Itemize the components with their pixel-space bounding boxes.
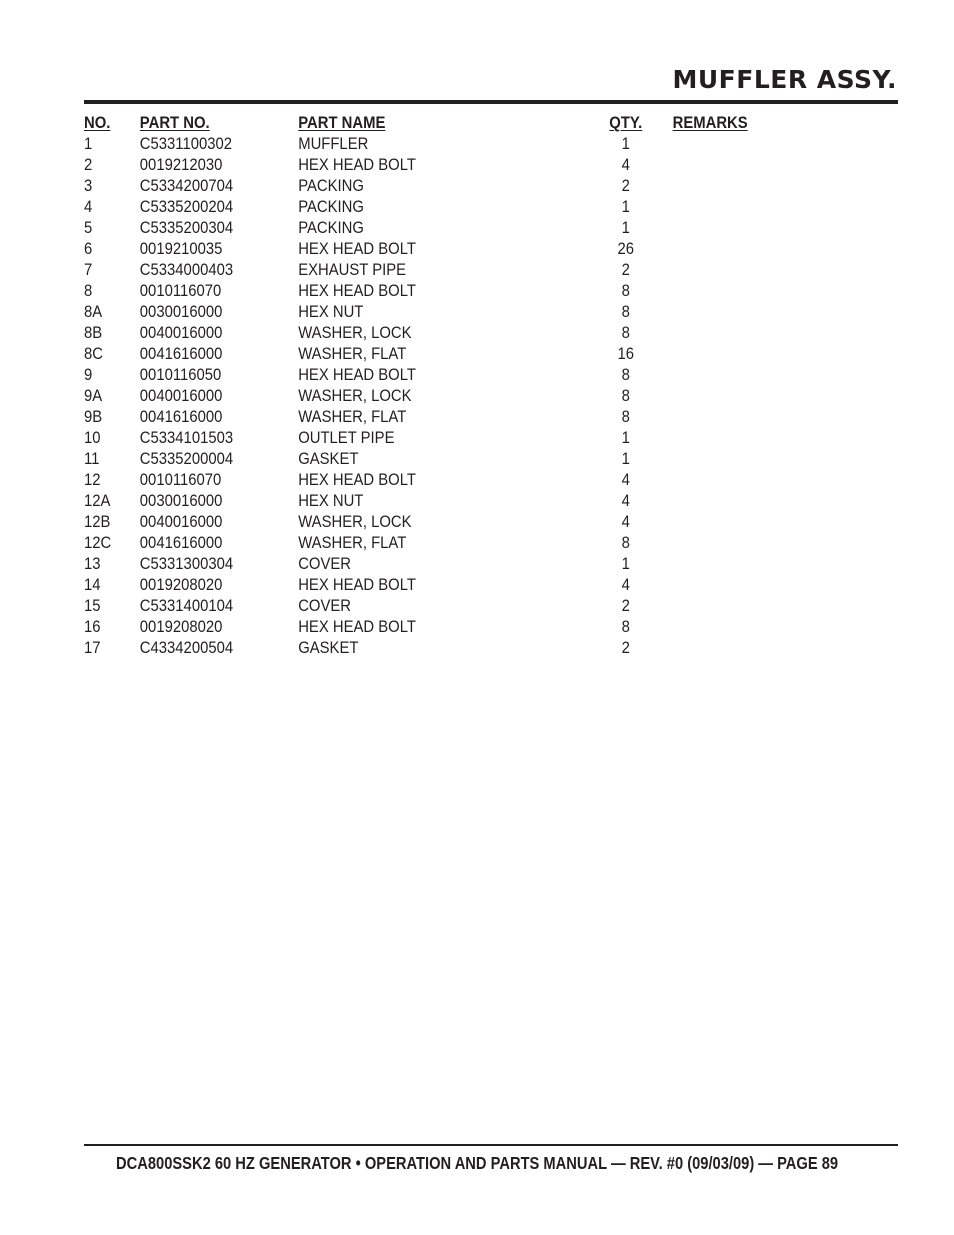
table-row xyxy=(84,638,817,659)
column-header-no: NO. xyxy=(84,114,111,132)
cell-part-name: WASHER, FLAT xyxy=(298,345,407,363)
column-header-part-name: PART NAME xyxy=(298,114,386,132)
cell-part-no: 0040016000 xyxy=(139,513,223,531)
cell-no: 8A xyxy=(84,303,103,321)
cell-no: 8B xyxy=(84,324,103,342)
column-header-part-no: PART NO. xyxy=(139,114,210,132)
cell-part-name: WASHER, LOCK xyxy=(298,324,412,342)
table-row xyxy=(84,575,817,596)
cell-part-no: 0010116070 xyxy=(139,282,222,300)
cell-part-no: 0041616000 xyxy=(139,345,223,363)
cell-part-name: HEX NUT xyxy=(298,303,364,321)
cell-part-no: C5334200704 xyxy=(139,177,234,195)
cell-qty: 1 xyxy=(621,450,630,468)
page-title: MUFFLER ASSY. xyxy=(672,65,897,94)
cell-part-no: 0010116050 xyxy=(139,366,222,384)
cell-part-name: WASHER, FLAT xyxy=(298,534,407,552)
cell-qty: 8 xyxy=(621,618,630,636)
cell-part-no: C4334200504 xyxy=(139,639,234,657)
cell-qty: 1 xyxy=(621,555,630,573)
cell-part-name: GASKET xyxy=(298,450,359,468)
cell-no: 8 xyxy=(84,282,93,300)
cell-part-no: 0040016000 xyxy=(139,387,223,405)
cell-qty: 16 xyxy=(617,345,635,363)
cell-no: 14 xyxy=(84,576,101,594)
cell-part-no: C5335200204 xyxy=(139,198,234,216)
cell-part-no: 0019210035 xyxy=(139,240,223,258)
table-body xyxy=(84,134,898,659)
cell-no: 3 xyxy=(84,177,93,195)
cell-part-name: HEX HEAD BOLT xyxy=(298,240,416,258)
cell-qty: 4 xyxy=(621,471,630,489)
cell-part-name: HEX HEAD BOLT xyxy=(298,366,416,384)
cell-part-no: C5335200004 xyxy=(139,450,234,468)
cell-no: 10 xyxy=(84,429,101,447)
table-row xyxy=(84,155,817,176)
cell-part-name: HEX HEAD BOLT xyxy=(298,576,416,594)
cell-no: 16 xyxy=(84,618,101,636)
cell-part-no: 0041616000 xyxy=(139,408,223,426)
cell-part-name: OUTLET PIPE xyxy=(298,429,395,447)
cell-no: 2 xyxy=(84,156,93,174)
cell-part-name: WASHER, FLAT xyxy=(298,408,407,426)
cell-qty: 1 xyxy=(621,429,630,447)
cell-no: 12B xyxy=(84,513,111,531)
column-header-remarks: REMARKS xyxy=(672,114,748,132)
table-row xyxy=(84,218,817,239)
cell-qty: 2 xyxy=(621,261,630,279)
table-row xyxy=(84,323,817,344)
cell-part-no: 0030016000 xyxy=(139,492,223,510)
cell-no: 9B xyxy=(84,408,103,426)
table-row xyxy=(84,344,817,365)
table-row xyxy=(84,197,817,218)
cell-no: 13 xyxy=(84,555,101,573)
cell-qty: 4 xyxy=(621,156,630,174)
table-row xyxy=(84,176,817,197)
cell-part-no: 0010116070 xyxy=(139,471,222,489)
table-row xyxy=(84,533,817,554)
cell-qty: 8 xyxy=(621,303,630,321)
cell-qty: 1 xyxy=(621,135,630,153)
cell-qty: 4 xyxy=(621,492,630,510)
cell-qty: 4 xyxy=(621,576,630,594)
table-row xyxy=(84,281,817,302)
table-row xyxy=(84,302,817,323)
cell-part-name: WASHER, LOCK xyxy=(298,513,412,531)
cell-part-name: HEX HEAD BOLT xyxy=(298,471,416,489)
cell-no: 9A xyxy=(84,387,103,405)
cell-qty: 8 xyxy=(621,324,630,342)
cell-part-no: C5331300304 xyxy=(139,555,234,573)
cell-qty: 8 xyxy=(621,387,630,405)
cell-no: 8C xyxy=(84,345,103,363)
cell-part-no: C5334101503 xyxy=(139,429,234,447)
table-row xyxy=(84,470,817,491)
cell-part-name: PACKING xyxy=(298,198,364,216)
cell-qty: 8 xyxy=(621,408,630,426)
cell-no: 7 xyxy=(84,261,93,279)
cell-part-name: WASHER, LOCK xyxy=(298,387,412,405)
cell-qty: 8 xyxy=(621,534,630,552)
parts-table xyxy=(84,113,898,659)
bottom-divider xyxy=(84,1144,898,1146)
table-header xyxy=(84,113,817,134)
cell-no: 9 xyxy=(84,366,93,384)
cell-part-name: PACKING xyxy=(298,177,364,195)
cell-part-no: C5335200304 xyxy=(139,219,234,237)
cell-no: 17 xyxy=(84,639,101,657)
cell-no: 4 xyxy=(84,198,93,216)
cell-qty: 26 xyxy=(617,240,635,258)
cell-qty: 2 xyxy=(621,597,630,615)
top-divider xyxy=(84,100,898,104)
cell-part-no: 0019208020 xyxy=(139,576,223,594)
table-row xyxy=(84,491,817,512)
cell-qty: 8 xyxy=(621,366,630,384)
cell-qty: 1 xyxy=(621,198,630,216)
table-row xyxy=(84,428,817,449)
column-header-qty: QTY. xyxy=(609,114,643,132)
cell-part-name: EXHAUST PIPE xyxy=(298,261,407,279)
cell-no: 12 xyxy=(84,471,101,489)
cell-part-name: HEX NUT xyxy=(298,492,364,510)
cell-part-name: HEX HEAD BOLT xyxy=(298,618,416,636)
cell-part-name: COVER xyxy=(298,597,352,615)
cell-part-no: 0040016000 xyxy=(139,324,223,342)
cell-part-no: 0030016000 xyxy=(139,303,223,321)
cell-part-no: C5331100302 xyxy=(139,135,233,153)
table-row xyxy=(84,386,817,407)
table-row xyxy=(84,554,817,575)
cell-no: 12A xyxy=(84,492,111,510)
cell-qty: 2 xyxy=(621,177,630,195)
cell-part-no: 0019212030 xyxy=(139,156,223,174)
table-row xyxy=(84,260,817,281)
table-row xyxy=(84,407,817,428)
cell-qty: 4 xyxy=(621,513,630,531)
cell-part-no: C5334000403 xyxy=(139,261,234,279)
cell-qty: 1 xyxy=(621,219,630,237)
cell-part-no: 0019208020 xyxy=(139,618,223,636)
table-row xyxy=(84,134,817,155)
page-footer: DCA800SSK2 60 HZ GENERATOR • OPERATION AND PARTS MANUAL — REV. #0 (09/03/09) — PAGE 89 xyxy=(116,1153,839,1173)
cell-part-name: HEX HEAD BOLT xyxy=(298,282,416,300)
cell-part-name: PACKING xyxy=(298,219,364,237)
table-row xyxy=(84,239,817,260)
cell-no: 15 xyxy=(84,597,101,615)
table-row xyxy=(84,512,817,533)
cell-no: 6 xyxy=(84,240,93,258)
table-row xyxy=(84,449,817,470)
cell-no: 5 xyxy=(84,219,93,237)
cell-no: 1 xyxy=(84,135,93,153)
cell-part-no: 0041616000 xyxy=(139,534,223,552)
table-row xyxy=(84,596,817,617)
cell-part-name: MUFFLER xyxy=(298,135,369,153)
table-row xyxy=(84,365,817,386)
cell-no: 11 xyxy=(84,450,100,468)
table-row xyxy=(84,617,817,638)
cell-part-name: COVER xyxy=(298,555,352,573)
cell-part-name: GASKET xyxy=(298,639,359,657)
cell-no: 12C xyxy=(84,534,112,552)
cell-qty: 8 xyxy=(621,282,630,300)
cell-qty: 2 xyxy=(621,639,630,657)
cell-part-no: C5331400104 xyxy=(139,597,234,615)
cell-part-name: HEX HEAD BOLT xyxy=(298,156,416,174)
